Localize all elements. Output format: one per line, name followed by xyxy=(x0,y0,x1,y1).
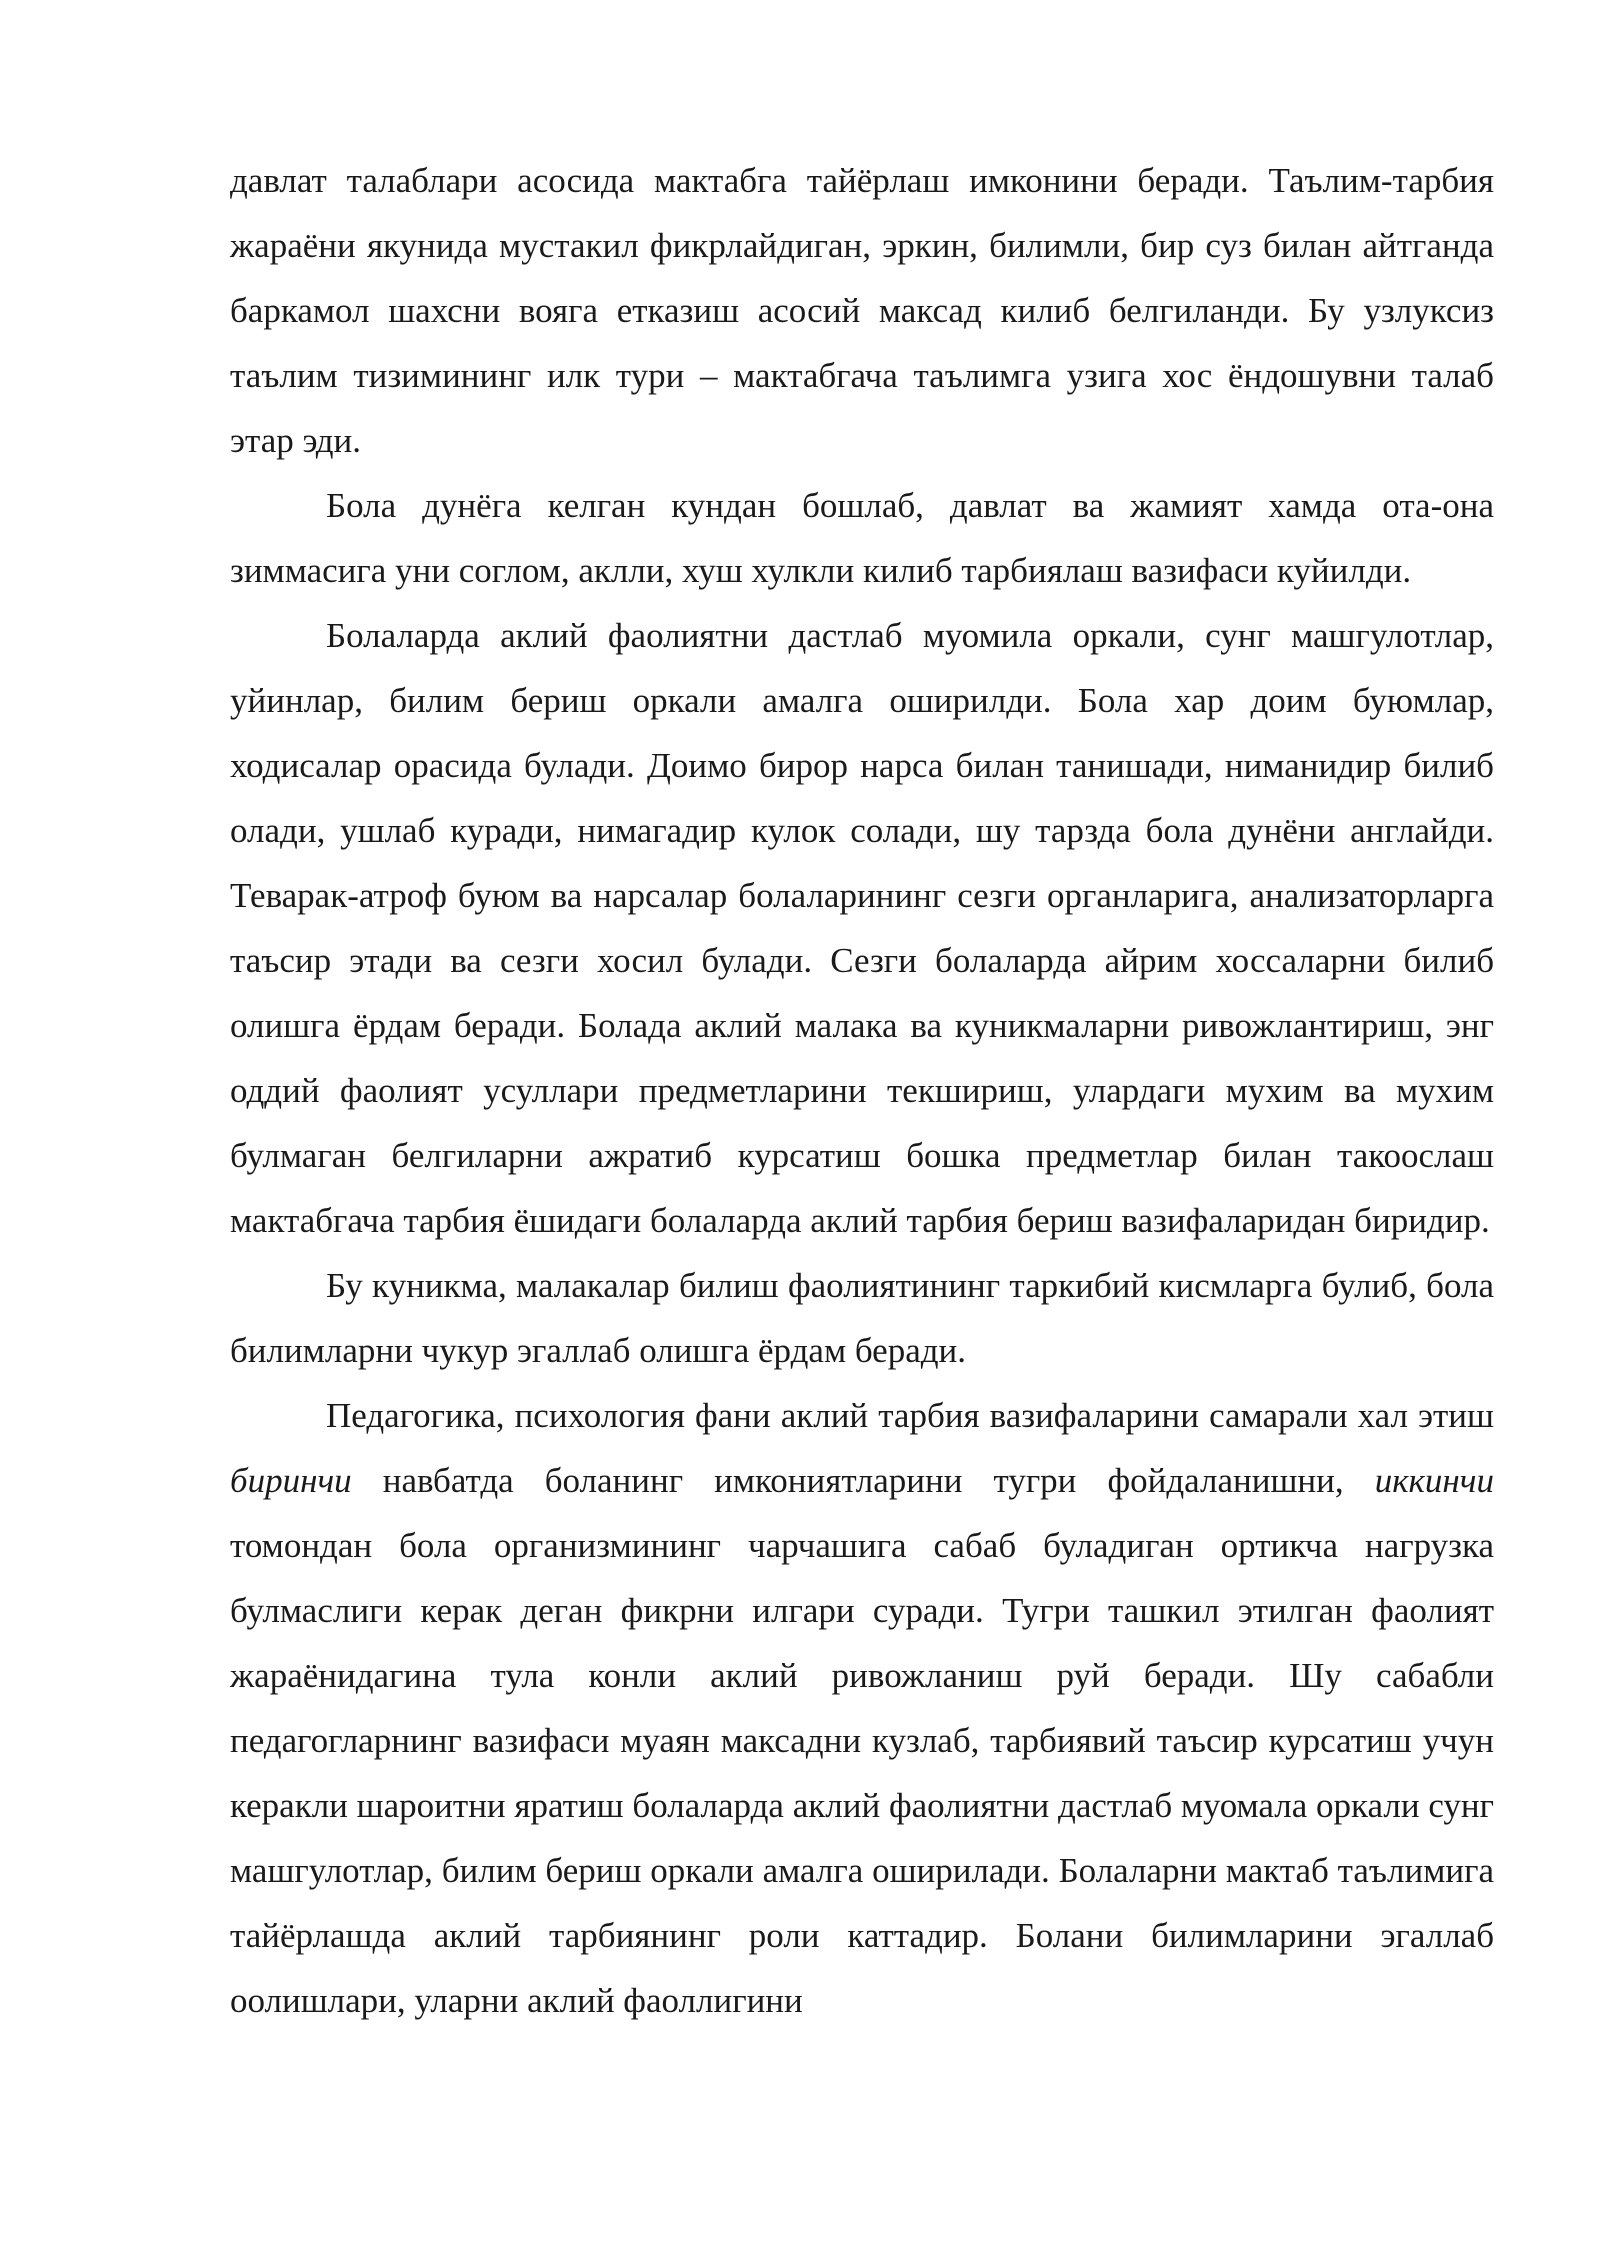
paragraph-5-part-2: навбатда боланинг имкониятларини тугри фойдаланишни, xyxy=(351,1461,1375,1500)
paragraph-5-part-3: томондан бола организмининг чарчашига сабаб буладиган ортикча нагрузка булмаслиги керак деган фикрни илгари суради. Тугри ташкил этилган фаолият жараёнидагина тула конли аклий ривожланиш руй беради. Шу сабабли педагогларнинг вазифаси муаян максадни кузлаб, тарбиявий таъсир курсатиш учун керакли шароитни яратиш болаларда аклий фаолиятни дастлаб муомала оркали сунг машгулотлар, билим бериш оркали амалга оширилади. Болаларни мактаб таълимига тайёрлашда аклий тарбиянинг роли каттадир. Болани билимларини эгаллаб оолишлари, уларни аклий фаоллигини xyxy=(230,1526,1494,2020)
paragraph-5-part-1: Педагогика, психология фани аклий тарбия вазифаларини самарали хал этиш xyxy=(326,1396,1494,1435)
paragraph-5-italic-first: биринчи xyxy=(230,1461,352,1500)
paragraph-1: давлат талаблари асосида мактабга тайёрлаш имконини беради. Таълим-тарбия жараёни якунида мустакил фикрлайдиган, эркин, билимли, бир суз билан айтганда баркамол шахсни вояга етказиш асосий максад килиб белгиланди. Бу узлуксиз таълим тизимининг илк тури – мактабгача таълимга узига хос ёндошувни талаб этар эди. xyxy=(230,161,1494,460)
paragraph-2: Бола дунёга келган кундан бошлаб, давлат ва жамият хамда ота-она зиммасига уни соглом, аклли, хуш хулкли килиб тарбиялаш вазифаси куйилди. xyxy=(230,486,1494,590)
paragraph-5-italic-second: иккинчи xyxy=(1374,1461,1494,1500)
document-body xyxy=(230,148,1494,2033)
paragraph-4: Бу куникма, малакалар билиш фаолиятининг таркибий кисмларга булиб, бола билимларни чукур эгаллаб олишга ёрдам беради. xyxy=(230,1266,1494,1370)
paragraph-3: Болаларда аклий фаолиятни дастлаб муомила оркали, сунг машгулотлар, уйинлар, билим бериш оркали амалга оширилди. Бола хар доим буюмлар, ходисалар орасида булади. Доимо бирор нарса билан танишади, ниманидир билиб олади, ушлаб куради, нимагадир кулок солади, шу тарзда бола дунёни англайди. Теварак-атроф буюм ва нарсалар болаларининг сезги органларига, анализаторларга таъсир этади ва сезги хосил булади. Сезги болаларда айрим хоссаларни билиб олишга ёрдам беради. Болада аклий малака ва куникмаларни ривожлантириш, энг оддий фаолият усуллари предметларини текшириш, улардаги мухим ва мухим булмаган белгиларни ажратиб курсатиш бошка предметлар билан такооcлаш мактабгача тарбия ёшидаги болаларда аклий тарбия бериш вазифаларидан биридир. xyxy=(230,616,1494,1240)
paragraph-5 xyxy=(230,1383,1494,2033)
